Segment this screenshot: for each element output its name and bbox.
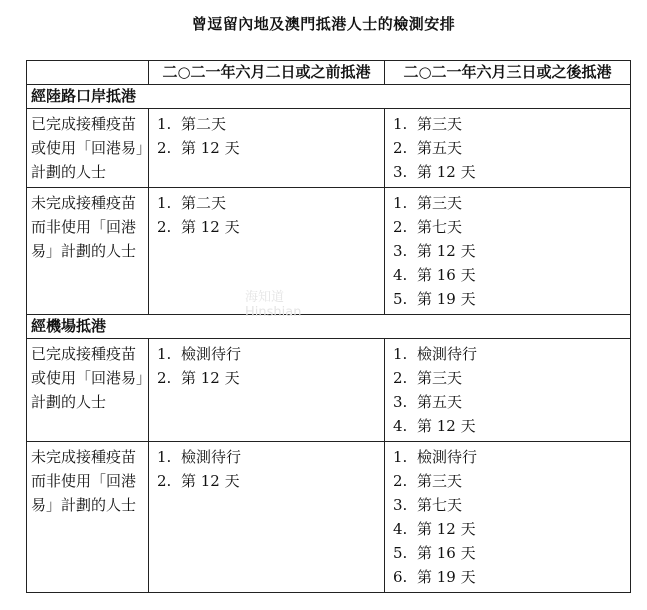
item-text: 檢測待行 bbox=[417, 448, 478, 466]
item-text: 第 12 天 bbox=[181, 369, 240, 387]
item-text: 第 12 天 bbox=[417, 520, 476, 538]
list-item bbox=[385, 469, 630, 493]
list-item bbox=[149, 445, 384, 469]
item-text: 第 12 天 bbox=[181, 218, 240, 236]
item-text: 檢測待行 bbox=[417, 345, 478, 363]
item-number: 2. bbox=[157, 369, 172, 387]
item-list bbox=[385, 112, 630, 184]
item-number: 2. bbox=[393, 472, 408, 490]
list-item bbox=[385, 112, 630, 136]
list-item bbox=[149, 191, 384, 215]
item-number: 1. bbox=[157, 345, 172, 363]
section-heading: 經陸路口岸抵港 bbox=[27, 85, 631, 109]
item-number: 2. bbox=[393, 369, 408, 387]
item-number: 3. bbox=[393, 393, 408, 411]
item-text: 檢測待行 bbox=[181, 448, 242, 466]
section-row bbox=[27, 315, 631, 339]
list-item bbox=[385, 215, 630, 239]
after-cell bbox=[385, 442, 631, 593]
before-cell bbox=[149, 442, 385, 593]
item-text: 第七天 bbox=[417, 218, 463, 236]
testing-arrangement-table bbox=[26, 60, 631, 593]
item-list bbox=[385, 342, 630, 438]
item-text: 第 12 天 bbox=[181, 139, 240, 157]
item-number: 4. bbox=[393, 417, 408, 435]
item-number: 3. bbox=[393, 496, 408, 514]
item-number: 2. bbox=[157, 218, 172, 236]
header-row bbox=[27, 61, 631, 85]
item-list bbox=[149, 342, 384, 390]
category-cell: 未完成接種疫苗而非使用「回港易」計劃的人士 bbox=[27, 442, 149, 593]
item-list bbox=[385, 191, 630, 311]
watermark bbox=[245, 290, 301, 320]
list-item bbox=[385, 287, 630, 311]
list-item bbox=[149, 342, 384, 366]
item-number: 3. bbox=[393, 163, 408, 181]
item-number: 3. bbox=[393, 242, 408, 260]
list-item bbox=[149, 366, 384, 390]
item-text: 第 12 天 bbox=[417, 242, 476, 260]
watermark-line1: 海知道 bbox=[245, 290, 285, 305]
item-number: 2. bbox=[157, 472, 172, 490]
header-blank bbox=[27, 61, 149, 85]
table-row bbox=[27, 442, 631, 593]
item-text: 第 16 天 bbox=[417, 544, 476, 562]
item-number: 5. bbox=[393, 544, 408, 562]
list-item bbox=[385, 541, 630, 565]
section-row bbox=[27, 85, 631, 109]
list-item bbox=[385, 517, 630, 541]
item-text: 第 19 天 bbox=[417, 290, 476, 308]
after-cell bbox=[385, 339, 631, 442]
list-item bbox=[385, 390, 630, 414]
item-list bbox=[149, 445, 384, 493]
before-cell bbox=[149, 109, 385, 188]
item-number: 5. bbox=[393, 290, 408, 308]
item-text: 第二天 bbox=[181, 194, 227, 212]
category-cell: 已完成接種疫苗或使用「回港易」計劃的人士 bbox=[27, 339, 149, 442]
item-number: 1. bbox=[393, 345, 408, 363]
list-item bbox=[149, 215, 384, 239]
item-text: 第三天 bbox=[417, 115, 463, 133]
section-heading: 經機場抵港 bbox=[27, 315, 631, 339]
item-number: 1. bbox=[157, 115, 172, 133]
list-item bbox=[149, 112, 384, 136]
item-number: 1. bbox=[393, 115, 408, 133]
list-item bbox=[385, 191, 630, 215]
item-number: 2. bbox=[393, 139, 408, 157]
category-cell: 未完成接種疫苗而非使用「回港易」計劃的人士 bbox=[27, 188, 149, 315]
list-item bbox=[149, 136, 384, 160]
after-cell bbox=[385, 188, 631, 315]
list-item bbox=[385, 366, 630, 390]
watermark-line2: Hinshian bbox=[245, 305, 302, 320]
item-number: 1. bbox=[393, 448, 408, 466]
item-number: 1. bbox=[393, 194, 408, 212]
item-text: 第 19 天 bbox=[417, 568, 476, 586]
list-item bbox=[385, 239, 630, 263]
before-cell bbox=[149, 339, 385, 442]
item-number: 1. bbox=[157, 194, 172, 212]
table-row bbox=[27, 339, 631, 442]
item-text: 第二天 bbox=[181, 115, 227, 133]
item-number: 1. bbox=[157, 448, 172, 466]
table-row bbox=[27, 109, 631, 188]
list-item bbox=[385, 414, 630, 438]
item-text: 第三天 bbox=[417, 194, 463, 212]
item-text: 第 12 天 bbox=[181, 472, 240, 490]
item-text: 第五天 bbox=[417, 393, 463, 411]
item-text: 第五天 bbox=[417, 139, 463, 157]
item-list bbox=[385, 445, 630, 589]
table-body bbox=[27, 85, 631, 593]
list-item bbox=[385, 342, 630, 366]
list-item bbox=[385, 160, 630, 184]
item-number: 2. bbox=[157, 139, 172, 157]
category-cell: 已完成接種疫苗或使用「回港易」計劃的人士 bbox=[27, 109, 149, 188]
item-number: 2. bbox=[393, 218, 408, 236]
item-list bbox=[149, 191, 384, 239]
item-number: 4. bbox=[393, 266, 408, 284]
document-title: 曾逗留內地及澳門抵港人士的檢測安排 bbox=[191, 15, 456, 33]
list-item bbox=[385, 493, 630, 517]
item-text: 檢測待行 bbox=[181, 345, 242, 363]
item-number: 6. bbox=[393, 568, 408, 586]
header-before: 二○二一年六月二日或之前抵港 bbox=[149, 61, 385, 85]
item-text: 第三天 bbox=[417, 369, 463, 387]
after-cell bbox=[385, 109, 631, 188]
header-after: 二○二一年六月三日或之後抵港 bbox=[385, 61, 631, 85]
item-text: 第三天 bbox=[417, 472, 463, 490]
item-number: 4. bbox=[393, 520, 408, 538]
list-item bbox=[385, 445, 630, 469]
item-text: 第七天 bbox=[417, 496, 463, 514]
item-text: 第 12 天 bbox=[417, 163, 476, 181]
list-item bbox=[385, 565, 630, 589]
list-item bbox=[149, 469, 384, 493]
table-row bbox=[27, 188, 631, 315]
item-list bbox=[149, 112, 384, 160]
item-text: 第 16 天 bbox=[417, 266, 476, 284]
list-item bbox=[385, 136, 630, 160]
list-item bbox=[385, 263, 630, 287]
item-text: 第 12 天 bbox=[417, 417, 476, 435]
